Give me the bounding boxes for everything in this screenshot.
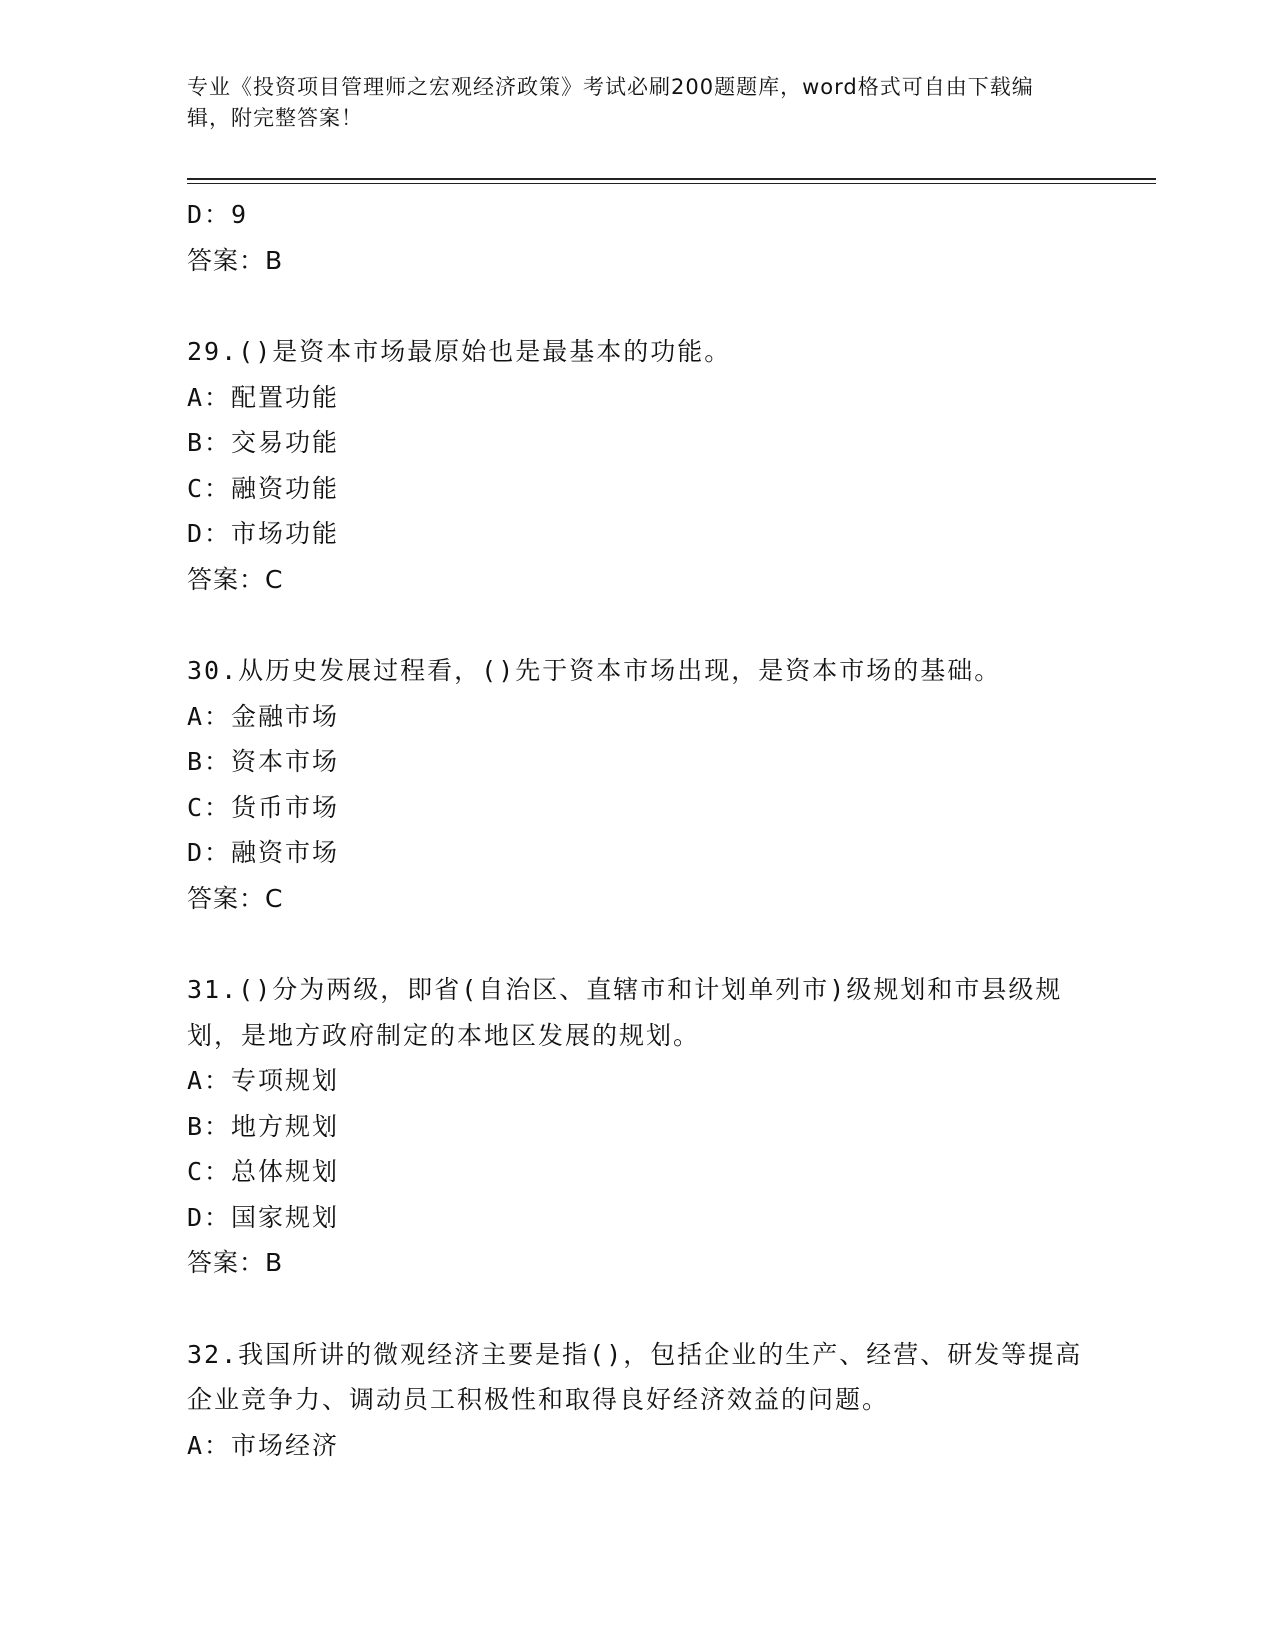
header-rule-thick	[187, 178, 1156, 180]
question-31-option-c: C：总体规划	[187, 1157, 340, 1186]
question-29-stem: 29.()是资本市场最原始也是最基本的功能。	[187, 337, 732, 366]
question-30-option-b: B：资本市场	[187, 747, 340, 776]
question-31-stem: 31.()分为两级，即省(自治区、直辖市和计划单列市)级规划和市县级规划，是地方政府制定的本地区发展的规划。	[187, 975, 1063, 1050]
spacer	[187, 283, 1087, 329]
question-30-stem: 30.从历史发展过程看，()先于资本市场出现，是资本市场的基础。	[187, 656, 1002, 685]
question-31-option-a: A：专项规划	[187, 1066, 340, 1095]
document-header: 专业《投资项目管理师之宏观经济政策》考试必刷200题题库，word格式可自由下载编辑，附完整答案！	[187, 75, 1034, 130]
question-31-option-b: B：地方规划	[187, 1111, 340, 1141]
spacer	[187, 602, 1087, 648]
question-30-option-c: C：货币市场	[187, 792, 340, 822]
question-29-option-b: B：交易功能	[187, 428, 340, 457]
question-30-option-d: D：融资市场	[187, 838, 340, 867]
question-32-option-a: A：市场经济	[187, 1430, 340, 1460]
question-29-answer: 答案：C	[187, 564, 284, 594]
spacer	[187, 921, 1087, 967]
prev-option-d: D：9	[187, 200, 249, 229]
prev-answer: 答案：B	[187, 245, 284, 275]
header-rule-thin	[187, 183, 1156, 184]
question-29-option-d: D：市场功能	[187, 519, 340, 548]
question-31-answer: 答案：B	[187, 1248, 284, 1277]
question-31-option-d: D：国家规划	[187, 1202, 340, 1232]
question-32-stem: 32.我国所讲的微观经济主要是指()，包括企业的生产、经营、研发等提高企业竞争力、调动员工积极性和取得良好经济效益的问题。	[187, 1339, 1083, 1414]
question-30-option-a: A：金融市场	[187, 701, 340, 731]
spacer	[187, 1286, 1087, 1332]
question-30-answer: 答案：C	[187, 883, 284, 913]
question-29-option-a: A：配置功能	[187, 382, 340, 412]
question-29-option-c: C：融资功能	[187, 473, 340, 503]
question-list	[187, 192, 1087, 1468]
